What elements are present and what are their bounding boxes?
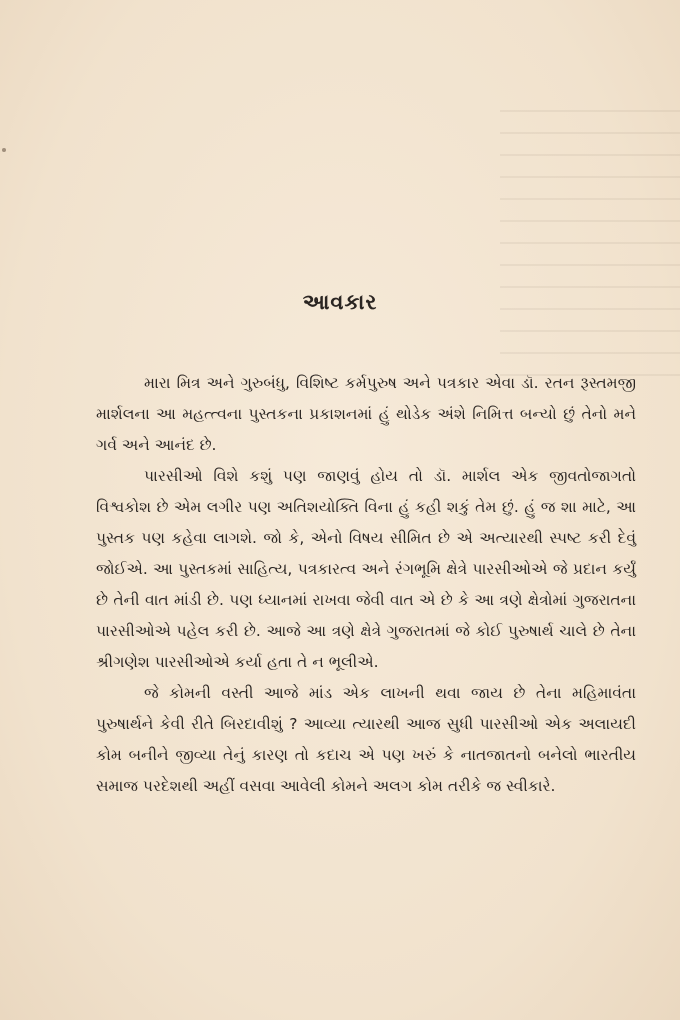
paragraph-1: મારા મિત્ર અને ગુરુબંધુ, વિશિષ્ટ કર્મપુરુષ અને પત્રકાર એવા ડૉ. રતન રૂસ્તમજી માર્શલના આ મહત્ત્વના પુસ્તકના પ્રકાશનમાં હું થોડેક અંશે નિમિત્ત બન્યો છું તેનો મને ગર્વ અને આનંદ છે. [96,374,636,454]
paragraph-2: પારસીઓ વિશે કશું પણ જાણવું હોય તો ડૉ. માર્શલ એક જીવતોજાગતો વિશ્વકોશ છે એમ લગીર પણ અતિશયોક્તિ વિના હું કહી શકું તેમ છું. હું જ શા માટે, આ પુસ્તક પણ કહેવા લાગશે. જો કે, એનો વિષય સીમિત છે એ અત્યારથી સ્પષ્ટ કરી દેવું જોઈએ. આ પુસ્તકમાં સાહિત્ય, પત્રકારત્વ અને રંગભૂમિ ક્ષેત્રે પારસીઓએ જે પ્રદાન કર્યું છે તેની વાત માંડી છે. પણ ધ્યાનમાં રાખવા જેવી વાત એ છે કે આ ત્રણે ક્ષેત્રોમાં ગુજરાતના પારસીઓએ પહેલ કરી છે. આજે આ ત્રણે ક્ષેત્રે ગુજરાતમાં જે કોઈ પુરુષાર્થ ચાલે છે તેના શ્રીગણેશ પારસીઓએ કર્યા હતા તે ન ભૂલીએ. [96,467,636,671]
paper-speck [2,148,6,152]
body-text [96,368,636,802]
page-title: આવકાર [302,290,378,314]
paragraph-3: જે કોમની વસ્તી આજે માંડ એક લાખની થવા જાય છે તેના મહિમાવંતા પુરુષાર્થને કેવી રીતે બિરદાવીશું ? આવ્યા ત્યારથી આજ સુધી પારસીઓ એક અલાયદી કોમ બનીને જીવ્યા તેનું કારણ તો કદાચ એ પણ ખરું કે નાતજાતનો બનેલો ભારતીય સમાજ પરદેશથી અહીં વસવા આવેલી કોમને અલગ કોમ તરીકે જ સ્વીકારે. [96,684,636,795]
show-through-text [500,110,680,390]
